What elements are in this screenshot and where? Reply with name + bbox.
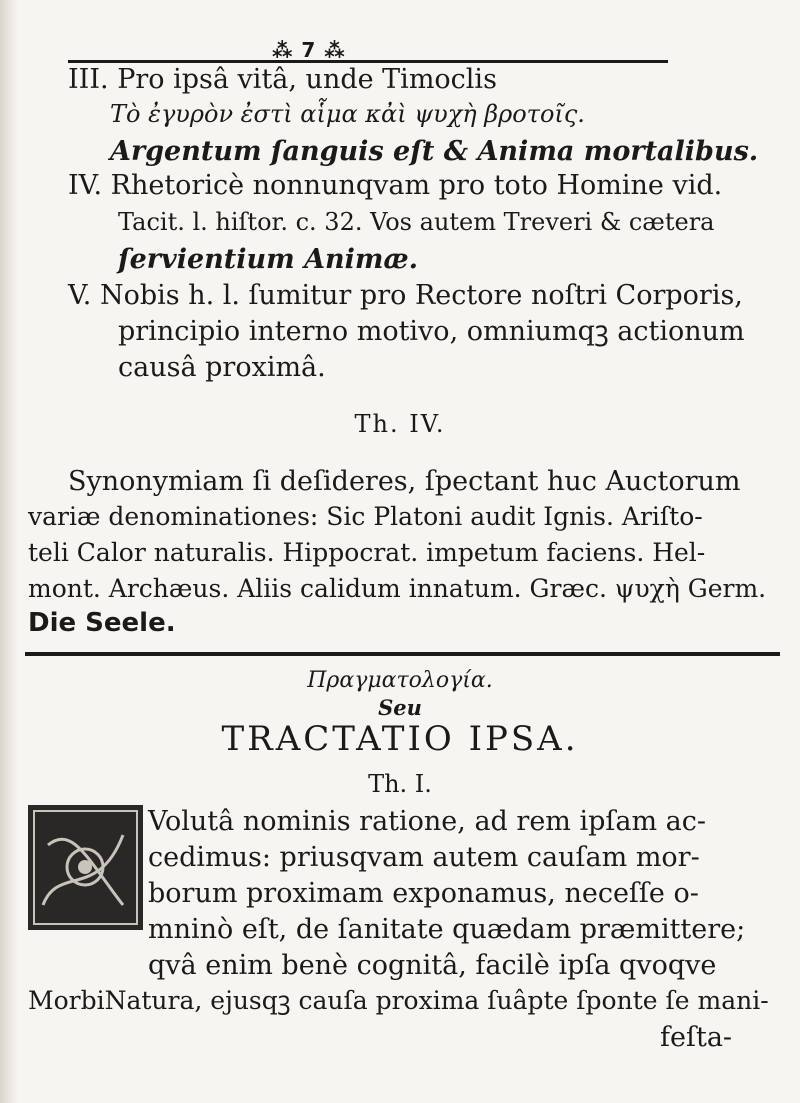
header-ornament: ⁂ 7 ⁂: [272, 38, 346, 62]
section-iii-text: Pro ipsâ vitâ, unde Timoclis: [117, 64, 497, 95]
section-iv-line3: ſervientium Animæ.: [118, 244, 419, 275]
th-iv-para-line5: Die Seele.: [28, 608, 176, 638]
top-rule: [68, 60, 668, 63]
th-iv-para-line3: teli Calor naturalis. Hippocrat. impetum faciens. Hel-: [28, 538, 706, 567]
binding-gutter: [0, 0, 18, 1103]
section-iii-latin: Argentum ſanguis eſt & Anima mortalibus.: [110, 136, 759, 167]
section-v-line1: [68, 282, 743, 309]
th-i-para-line4: mninò eſt, de ſanitate quædam præmittere;: [148, 914, 746, 945]
section-v-line3: causâ proximâ.: [118, 352, 326, 383]
floral-ornament-icon: [28, 805, 143, 930]
th-i-para-line2: cedimus: priusqvam autem cauſam mor-: [148, 842, 700, 873]
section-iii-greek: Τὸ ἐγυρὸν ἐστὶ αἷμα κἀὶ ψυχὴ βροτοῖς.: [110, 100, 585, 128]
decorated-initial-block: [28, 805, 143, 930]
th-i-para-line6: MorbiNatura, ejusqꝫ cauſa proxima ſuâpte ſponte ſe mani-: [28, 986, 769, 1015]
section-iv-line1: [68, 172, 722, 199]
th-iv-para-line1: Synonymiam ſi deſideres, ſpectant huc Auctorum: [68, 466, 741, 497]
th-i-para-line5: qvâ enim benè cognitâ, facilè ipſa qvoqve: [148, 950, 717, 981]
section-v-text1: Nobis h. l. ſumitur pro Rectore noſtri Corporis,: [99, 280, 743, 311]
catchword: feſta-: [660, 1022, 733, 1053]
section-iv-line2: Tacit. l. hiſtor. c. 32. Vos autem Treveri & cætera: [118, 208, 715, 236]
tractatio-greek-title: Πραγματολογία.: [307, 668, 493, 693]
tractatio-th-i: Th. I.: [368, 770, 432, 798]
tractatio-seu: Seu: [378, 695, 422, 720]
section-v-marker: V.: [68, 280, 92, 311]
th-iv-para-line4: mont. Archæus. Aliis calidum innatum. Græc. ψυχὴ Germ.: [28, 574, 767, 603]
th-iv-heading: Th. IV.: [354, 410, 446, 438]
th-iv-para-line2: variæ denominationes: Sic Platoni audit Ignis. Ariſto-: [28, 502, 703, 531]
section-iii-line: [68, 66, 497, 93]
section-iv-marker: IV.: [68, 170, 103, 201]
section-iii-marker: III.: [68, 64, 109, 95]
section-v-line2: principio interno motivo, omniumqꝫ actionum: [118, 316, 745, 347]
tractatio-title: TRACTATIO IPSA.: [221, 719, 579, 759]
th-i-para-line1: Volutâ nominis ratione, ad rem ipſam ac-: [148, 806, 707, 837]
th-i-para-line3: borum proximam exponamus, neceſſe o-: [148, 878, 699, 909]
section-iv-text1: Rhetoricè nonnunqvam pro toto Homine vid.: [110, 170, 723, 201]
section-divider-rule: [25, 652, 780, 656]
